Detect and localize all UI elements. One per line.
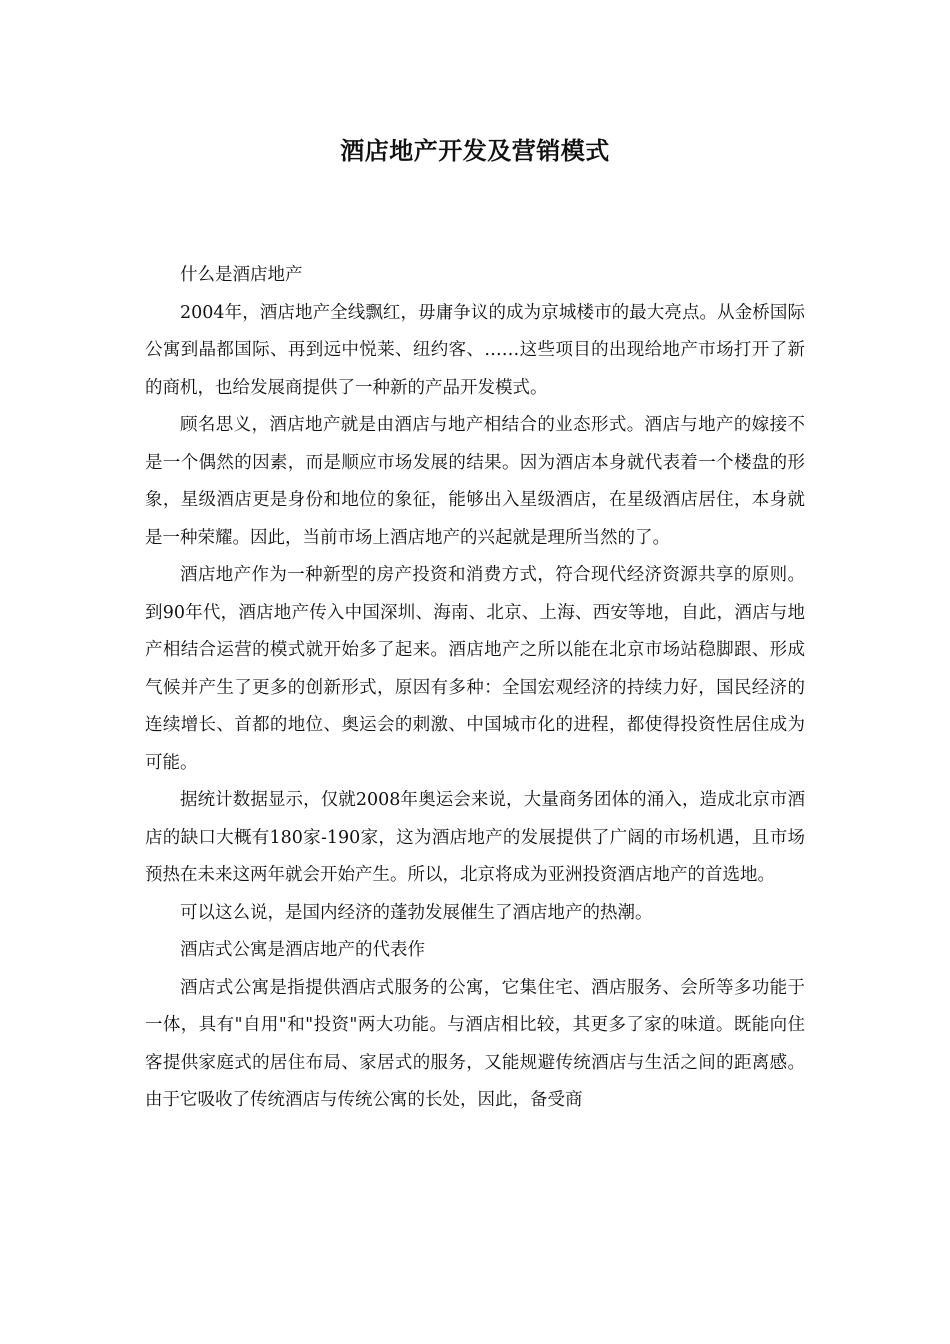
- paragraph-statistics: 据统计数据显示，仅就2008年奥运会来说，大量商务团体的涌入，造成北京市酒店的缺口大概有180家-190家，这为酒店地产的发展提供了广阔的市场机遇，且市场预热在未来这两年就会开始产生。所以，北京将成为亚洲投资酒店地产的首选地。: [145, 790, 805, 885]
- paragraph-history: 酒店地产作为一种新型的房产投资和消费方式，符合现代经济资源共享的原则。到90年代，酒店地产传入中国深圳、海南、北京、上海、西安等地，自此，酒店与地产相结合运营的模式就开始多了起来。酒店地产之所以能在北京市场站稳脚跟、形成气候并产生了更多的创新形式，原因有多种：全国宏观经济的持续力好，国民经济的连续增长、首都的地位、奥运会的刺激、中国城市化的进程，都使得投资性居住成为可能。: [145, 565, 805, 773]
- paragraph-definition: 顾名思义，酒店地产就是由酒店与地产相结合的业态形式。酒店与地产的嫁接不是一个偶然的因素，而是顺应市场发展的结果。因为酒店本身就代表着一个楼盘的形象，星级酒店更是身份和地位的象征，能够出入星级酒店，在星级酒店居住，本身就是一种荣耀。因此，当前市场上酒店地产的兴起就是理所当然的了。: [145, 415, 805, 548]
- paragraph-2004-market: 2004年，酒店地产全线飘红，毋庸争议的成为京城楼市的最大亮点。从金桥国际公寓到晶都国际、再到远中悦莱、纽约客、……这些项目的出现给地产市场打开了新的商机，也给发展商提供了一种新的产品开发模式。: [145, 302, 805, 398]
- section-heading-what-is-hotel-real-estate: 什么是酒店地产: [180, 265, 303, 285]
- document-title: 酒店地产开发及营销模式: [340, 136, 610, 165]
- paragraph-conclusion: 可以这么说，是国内经济的蓬勃发展催生了酒店地产的热潮。: [180, 902, 653, 923]
- document-body: [145, 257, 805, 1120]
- paragraph-hotel-apartment: 酒店式公寓是指提供酒店式服务的公寓，它集住宅、酒店服务、会所等多功能于一体，具有"自用"和"投资"两大功能。与酒店相比较，其更多了家的味道。既能向住客提供家庭式的居住布局、家居式的服务，又能规避传统酒店与生活之间的距离感。由于它吸收了传统酒店与传统公寓的长处，因此，备受商: [145, 977, 805, 1110]
- section-heading-hotel-apartment: 酒店式公寓是酒店地产的代表作: [180, 940, 425, 960]
